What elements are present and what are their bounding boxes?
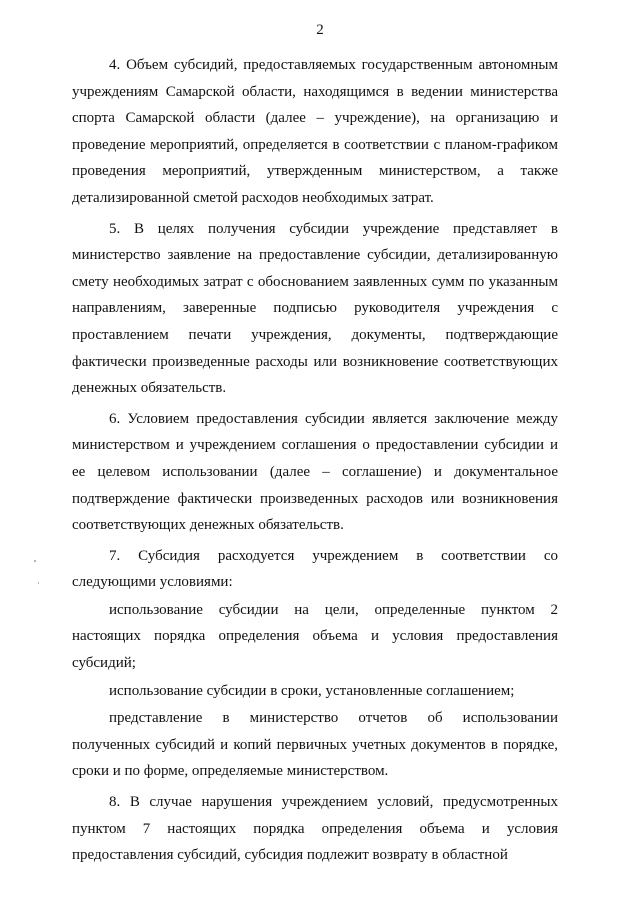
paragraph-item-6: 6. Условием предоставления субсидии является заключение между министерством и учреждением соглашения о предоставлении субсидии и ее целевом использовании (далее – соглашение) и документальное подтверждение фактически произведенных расходов или возникновения соответствующих денежных обязательств. bbox=[72, 410, 558, 534]
paragraph-item-5: 5. В целях получения субсидии учреждение представляет в министерство заявление на предоставление субсидии, детализированную смету необходимых затрат с обоснованием заявленных сумм по указанным направлениям, заверенные подписью руководителя учреждения с проставлением печати учреждения, документы, подтверждающие фактически произведенные расходы или возникновение соответствующих денежных обязательств. bbox=[72, 220, 558, 397]
paragraph-condition-purpose: использование субсидии на цели, определенные пунктом 2 настоящих порядка определения объема и условия предоставления субсидий; bbox=[72, 601, 558, 672]
paragraph-item-4: 4. Объем субсидий, предоставляемых государственным автономным учреждениям Самарской области, находящимся в ведении министерства спорта Самарской области (далее – учреждение), на организацию и проведение мероприятий, определяется в соответствии с планом-графиком проведения мероприятий, утвержденным министерством, а также детализированной сметой расходов необходимых затрат. bbox=[72, 57, 558, 206]
document-body bbox=[72, 52, 558, 869]
paragraph-item-7: 7. Субсидия расходуется учреждением в соответствии со следующими условиями: bbox=[72, 547, 558, 591]
page-number: 2 bbox=[316, 22, 324, 38]
scan-artifact bbox=[38, 582, 39, 584]
paragraph-item-8: 8. В случае нарушения учреждением условий, предусмотренных пунктом 7 настоящих порядка определения объема и условия предоставления субсидий, субсидия подлежит возврату в областной bbox=[72, 794, 558, 864]
paragraph-condition-terms: использование субсидии в сроки, установленные соглашением; bbox=[109, 682, 515, 699]
scan-artifact bbox=[34, 560, 36, 562]
paragraph-condition-reports: представление в министерство отчетов об использовании полученных субсидий и копий первичных учетных документов в порядке, сроки и по форме, определяемые министерством. bbox=[72, 710, 558, 780]
